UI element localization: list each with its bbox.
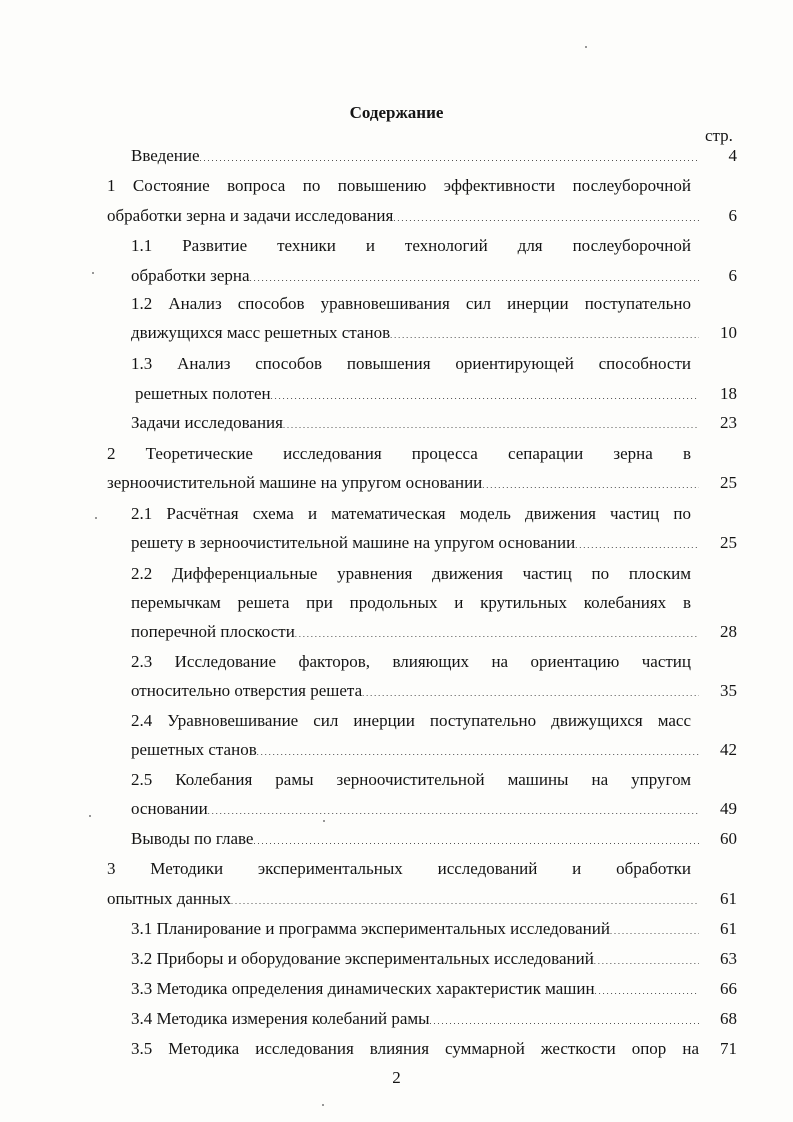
toc-entry-2-3-cont [131,679,699,703]
toc-entry-1-2-cont [131,321,699,345]
scan-speck [89,815,91,817]
toc-entry-3-2 [131,947,699,971]
leader-dots [430,1007,699,1034]
leader-dots [482,471,699,498]
scan-speck [323,820,325,822]
leader-dots [575,531,699,558]
scan-speck [95,517,97,519]
toc-entry-chapter-3: 3 Методики экспериментальных исследований и обработки [107,859,691,878]
toc-entry-chapter-3-cont [107,887,699,911]
toc-page-number: 68 [720,1009,737,1028]
scan-speck [92,272,94,274]
toc-entry-text: Выводы по главе [131,829,254,848]
toc-entry-2-2-cont-2 [131,620,699,644]
toc-page-number: 35 [720,681,737,700]
toc-entry-intro [131,144,699,168]
leader-dots [595,977,699,1004]
toc-entry-tasks [131,411,699,435]
leader-dots [208,797,699,824]
toc-entry-text: обработки зерна и задачи исследования [107,206,394,225]
leader-dots [231,887,699,914]
toc-entry-2-4: 2.4 Уравновешивание сил инерции поступательно движущихся масс [131,711,691,730]
toc-entry-text: решетных полотен [135,384,271,403]
toc-entry-text: основании [131,799,208,818]
toc-page-number: 71 [720,1039,737,1058]
toc-entry-3-1 [131,917,699,941]
scan-speck [585,46,587,48]
toc-entry-text: относительно отверстия решета [131,681,363,700]
toc-entry-2-5: 2.5 Колебания рамы зерноочистительной машины на упругом [131,770,691,789]
toc-page-number: 61 [720,889,737,908]
toc-page-number: 49 [720,799,737,818]
toc-entry-text: обработки зерна [131,266,250,285]
leader-dots [250,264,699,291]
leader-dots [610,917,699,944]
toc-entry-1-1: 1.1 Развитие техники и технологий для послеуборочной [131,236,691,255]
toc-entry-chapter-2-cont [107,471,699,495]
toc-page-number: 63 [720,949,737,968]
toc-entry-text: решету в зерноочистительной машине на упругом основании [131,533,576,552]
toc-entry-2-5-cont [131,797,699,821]
toc-page-number: 6 [728,266,737,285]
page-title: Содержание [349,103,444,122]
toc-entry-text: 3.4 Методика измерения колебаний рамы [131,1009,430,1028]
scan-speck [322,1104,324,1106]
toc-entry-text: опытных данных [107,889,232,908]
toc-entry-text: Введение [131,146,200,165]
toc-entry-2-4-cont [131,738,699,762]
toc-entry-1-3-cont [135,382,699,406]
leader-dots [253,827,699,854]
toc-entry-text: 3.2 Приборы и оборудование экспериментальных исследований [131,949,594,968]
toc-page-number: 23 [720,413,737,432]
leader-dots [295,620,699,647]
toc-entry-1-3: 1.3 Анализ способов повышения ориентирующей способности [131,354,691,373]
toc-entry-1-2: 1.2 Анализ способов уравновешивания сил инерции поступательно [131,294,691,313]
toc-page-number: 18 [720,384,737,403]
page-number: 2 [392,1068,401,1087]
toc-page-number: 42 [720,740,737,759]
toc-entry-chapter-2: 2 Теоретические исследования процесса сепарации зерна в [107,444,691,463]
toc-entry-text: поперечной плоскости [131,622,295,641]
toc-entry-text: движущихся масс решетных станов [131,323,391,342]
leader-dots [283,411,699,438]
leader-dots [271,382,699,409]
leader-dots [594,947,699,974]
toc-entry-3-4 [131,1007,699,1031]
toc-entry-1-1-cont [131,264,699,288]
toc-entry-text: зерноочистительной машине на упругом основании [107,473,483,492]
toc-page-number: 25 [720,533,737,552]
leader-dots [362,679,699,706]
toc-entry-text: 3.3 Методика определения динамических характеристик машин [131,979,595,998]
page-column-label: стр. [705,126,733,145]
toc-entry-text: 3.1 Планирование и программа экспериментальных исследований [131,919,610,938]
toc-page-number: 60 [720,829,737,848]
toc-entry-conclusions [131,827,699,851]
toc-page-number: 6 [728,206,737,225]
leader-dots [200,144,699,171]
toc-entry-chapter-1: 1 Состояние вопроса по повышению эффективности послеуборочной [107,176,691,195]
toc-entry-text: решетных станов [131,740,257,759]
toc-page-number: 66 [720,979,737,998]
toc-entry-text: Задачи исследования [131,413,283,432]
toc-entry-2-3: 2.3 Исследование факторов, влияющих на ориентацию частиц [131,652,691,671]
toc-entry-3-5: 3.5 Методика исследования влияния суммарной жесткости опор на [131,1039,699,1058]
toc-entry-chapter-1-cont [107,204,699,228]
leader-dots [257,738,699,765]
toc-entry-2-1: 2.1 Расчётная схема и математическая модель движения частиц по [131,504,691,523]
leader-dots [390,321,699,348]
toc-entry-3-3 [131,977,699,1001]
toc-page-number: 61 [720,919,737,938]
toc-page-number: 10 [720,323,737,342]
toc-page-number: 28 [720,622,737,641]
toc-entry-2-2-cont: перемычкам решета при продольных и крутильных колебаниях в [131,593,691,612]
leader-dots [393,204,699,231]
toc-page-number: 25 [720,473,737,492]
toc-entry-2-2: 2.2 Дифференциальные уравнения движения частиц по плоским [131,564,691,583]
toc-entry-2-1-cont [131,531,699,555]
toc-page-number: 4 [728,146,737,165]
